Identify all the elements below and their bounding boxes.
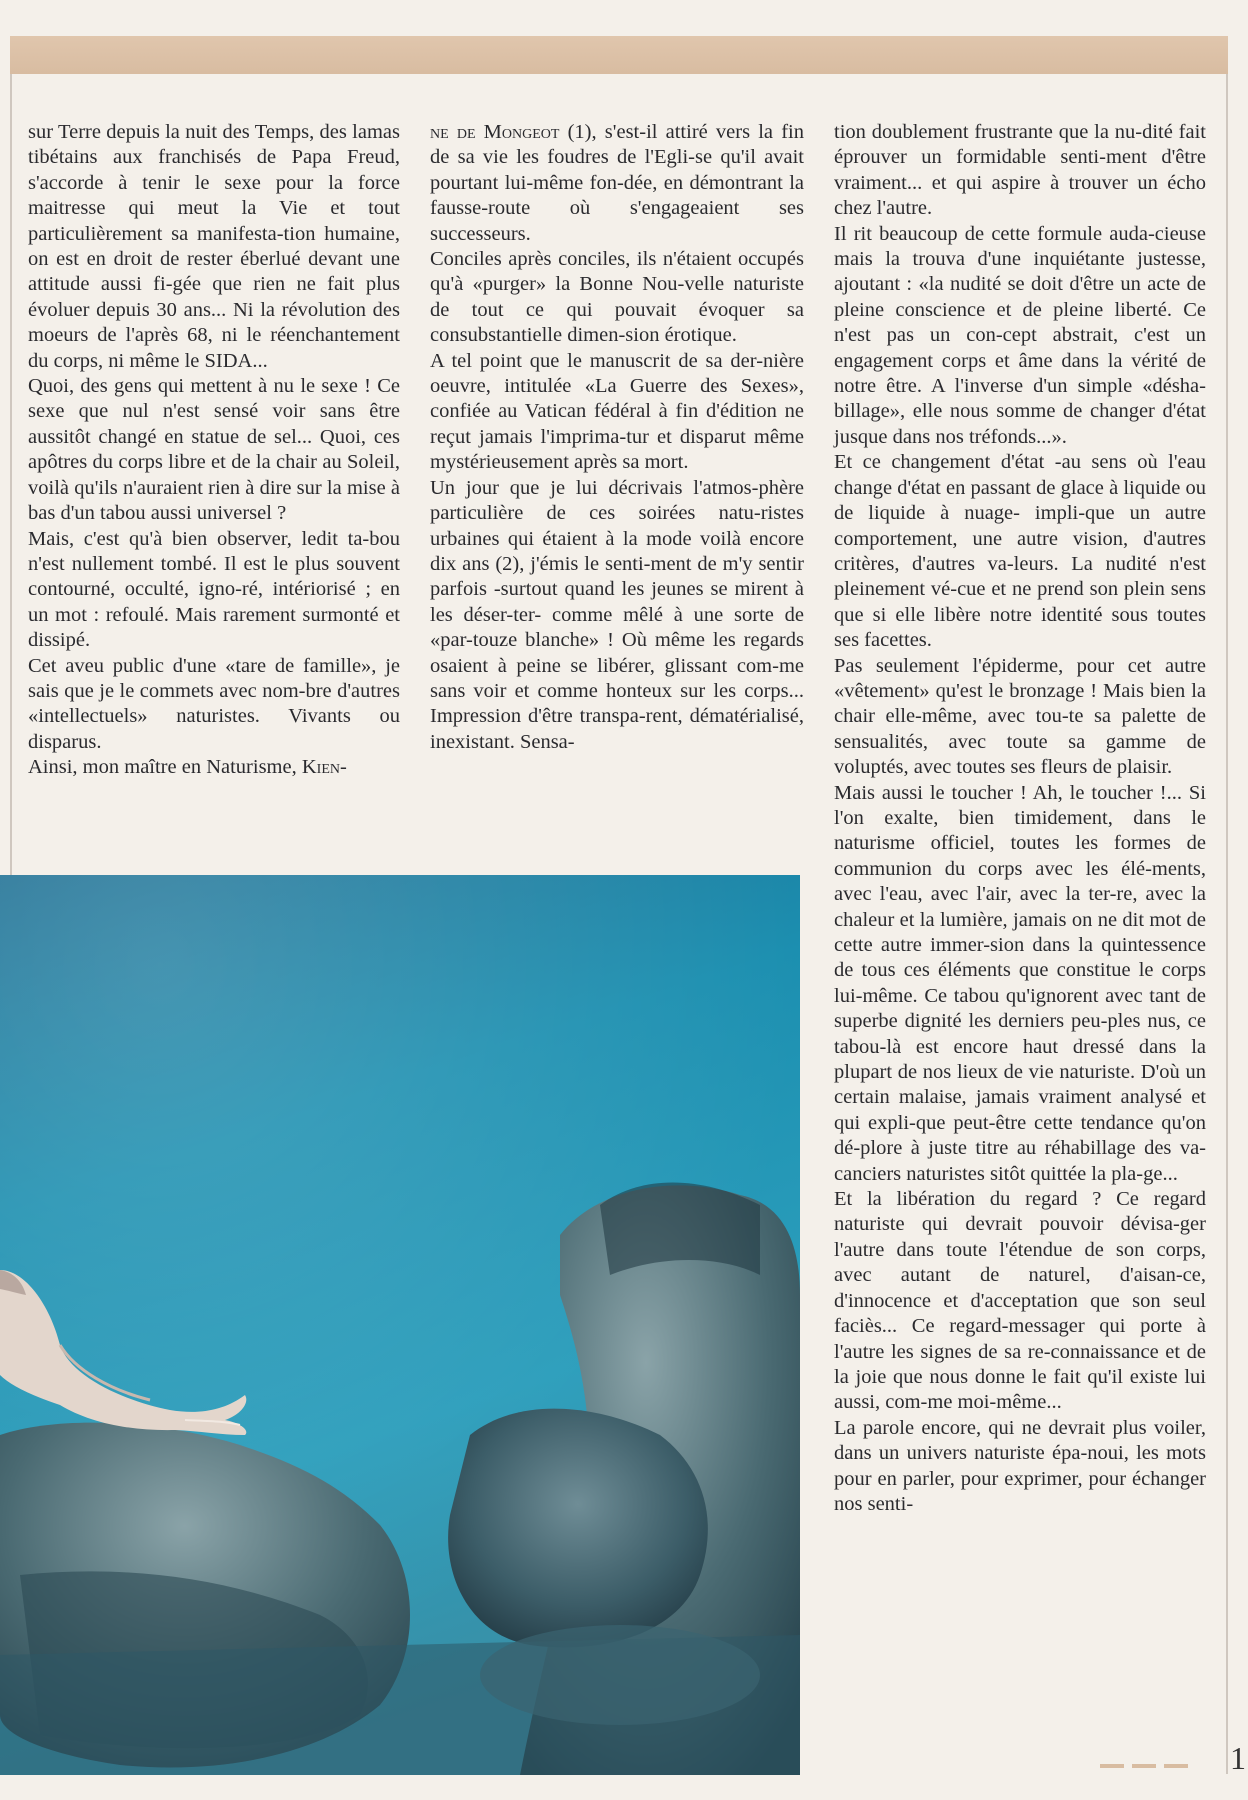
paragraph: tion doublement frustrante que la nu-dité fait éprouver un formidable senti-ment d'être vraiment... et qui aspire à trouver un écho chez l'autre. bbox=[834, 121, 1206, 220]
paragraph-text: Ainsi, mon maître en Naturisme, bbox=[28, 756, 302, 779]
underwater-swimmer-photo bbox=[0, 875, 800, 1775]
paragraph: Pas seulement l'épiderme, pour cet autre «vêtement» qu'est le bronzage ! Mais bien la chair elle-même, avec tou-te sa palette de sensualités, avec toute sa gamme de voluptés, avec toutes ses fleurs de plaisir. bbox=[834, 654, 1206, 779]
paragraph: Conciles après conciles, ils n'étaient occupés qu'à «purger» la Bonne Nou-velle naturiste de tout ce qui pouvait évoquer sa consubstantielle dimen-sion érotique. bbox=[430, 248, 804, 347]
decorative-dashes bbox=[1100, 1764, 1190, 1768]
header-band bbox=[10, 36, 1228, 74]
page-number: 1 bbox=[1230, 1740, 1246, 1776]
paragraph: Un jour que je lui décrivais l'atmos-phère particulière de ces soirées natu-ristes urbaines qui étaient à la mode voilà encore dix ans (2), j'émis le senti-ment de m'y sentir parfois -surtout quand les jeunes se mirent à les déser-ter- comme mêlé à une sorte de «par-touze blanche» ! Où même les regards osaient à peine se libérer, glissant com-me sans voir et comme honteux sur les corps... Impression d'être transpa-rent, dématérialisé, inexistant. Sensa- bbox=[430, 476, 804, 753]
paragraph: Et ce changement d'état -au sens où l'eau change d'état en passant de glace à liquide ou de liquide à nuage- impli-que un autre comportement, une autre vision, d'autres critères, d'autres va-leurs. La nudité n'est pleinement vé-cue et ne prend son plein sens que si elle libère notre identité sous toutes ses facettes. bbox=[834, 451, 1206, 652]
paragraph: Cet aveu public d'une «tare de famille», je sais que je le commets avec nom-bre d'autres «intellectuels» naturistes. Vivants ou disparus. bbox=[28, 654, 400, 753]
paragraph: La parole encore, qui ne devrait plus voiler, dans un univers naturiste épa-noui, les mots pour en parler, pour exprimer, pour échanger nos senti- bbox=[834, 1416, 1206, 1515]
author-name-part: ne de Mongeot bbox=[430, 121, 560, 143]
text-column-1 bbox=[28, 120, 400, 781]
paragraph: sur Terre depuis la nuit des Temps, des lamas tibétains aux franchisés de Papa Freud, s'accorde à tenir le sexe pour la force maitresse qui meut la Vie et tout particulièrement sa manifesta-tion humaine, on est en droit de rester éberlué devant une attitude aussi fi-gée que rien ne fait plus évoluer depuis 30 ans... Ni la révolution des moeurs de l'après 68, ni le réenchantement du corps, ni même le SIDA... bbox=[28, 121, 400, 372]
paragraph bbox=[28, 755, 400, 780]
paragraph: Et la libération du regard ? Ce regard naturiste qui devrait pouvoir dévisa-ger l'autre dans toute l'étendue de son corps, avec autant de naturel, d'aisan-ce, d'innocence et d'acceptation que son seul faciès... Ce regard-messager qui porte à l'autre les signes de sa re-connaissance et de la joie que nous donne le fait qu'il existe lui aussi, com-me moi-même... bbox=[834, 1188, 1206, 1414]
text-column-2 bbox=[430, 120, 804, 755]
paragraph: A tel point que le manuscrit de sa der-nière oeuvre, intitulée «La Guerre des Sexes», confiée au Vatican fédéral à fin d'édition ne reçut jamais l'imprima-tur et disparut même mystérieusement après sa mort. bbox=[430, 349, 804, 474]
photo-illustration bbox=[0, 875, 800, 1775]
paragraph: Mais, c'est qu'à bien observer, ledit ta-bou n'est nullement tombé. Il est le plus souvent contourné, occulté, igno-ré, intériorisé ; en un mot : refoulé. Mais rarement surmonté et dissipé. bbox=[28, 527, 400, 652]
paragraph: Quoi, des gens qui mettent à nu le sexe ! Ce sexe que nul n'est sensé voir sans être aussitôt changé en statue de sel... Quoi, ces apôtres du corps libre et de la chair au Soleil, voilà qu'ils n'auraient rien à dire sur la mise à bas d'un tabou aussi universel ? bbox=[28, 375, 400, 525]
paragraph: Il rit beaucoup de cette formule auda-cieuse mais la trouva d'une inquiétante justesse, ajoutant : «la nudité se doit d'être un acte de pleine conscience et de pleine liberté. Ce n'est pas un con-cept abstrait, c'est un engagement corps et âme dans la vérité de notre être. A l'inverse d'un simple «désha-billage», elle nous somme de changer d'état jusque dans nos tréfonds...». bbox=[834, 222, 1206, 448]
paragraph: Mais aussi le toucher ! Ah, le toucher !... Si l'on exalte, bien timidement, dans le naturisme officiel, toutes les formes de communion du corps avec les élé-ments, avec l'eau, avec l'air, avec la ter-re, avec la chaleur et la lumière, jamais on ne dit mot de cette autre immer-sion dans la quintessence de tous ces éléments que constitue le corps lui-même. Ce tabou qu'ignorent avec tant de superbe dignité les derniers peu-ples nus, ce tabou-là est encore haut dressé dans la plupart de nos lieux de vie naturiste. D'où un certain malaise, jamais vraiment analysé et qui expli-que peut-être cette tendance qu'on dé-plore à juste titre au réhabillage des va-canciers naturistes sitôt quittée la pla-ge... bbox=[834, 781, 1206, 1185]
text-column-3 bbox=[834, 120, 1206, 1517]
paragraph bbox=[430, 120, 804, 247]
author-name-part: Kien- bbox=[301, 756, 347, 779]
paragraph-text: (1), s'est-il attiré vers la fin de sa vie les foudres de l'Egli-se qu'il avait pourtant lui-même fon-dée, en démontrant la fausse-route où s'engageaient ses successeurs. bbox=[430, 121, 804, 245]
